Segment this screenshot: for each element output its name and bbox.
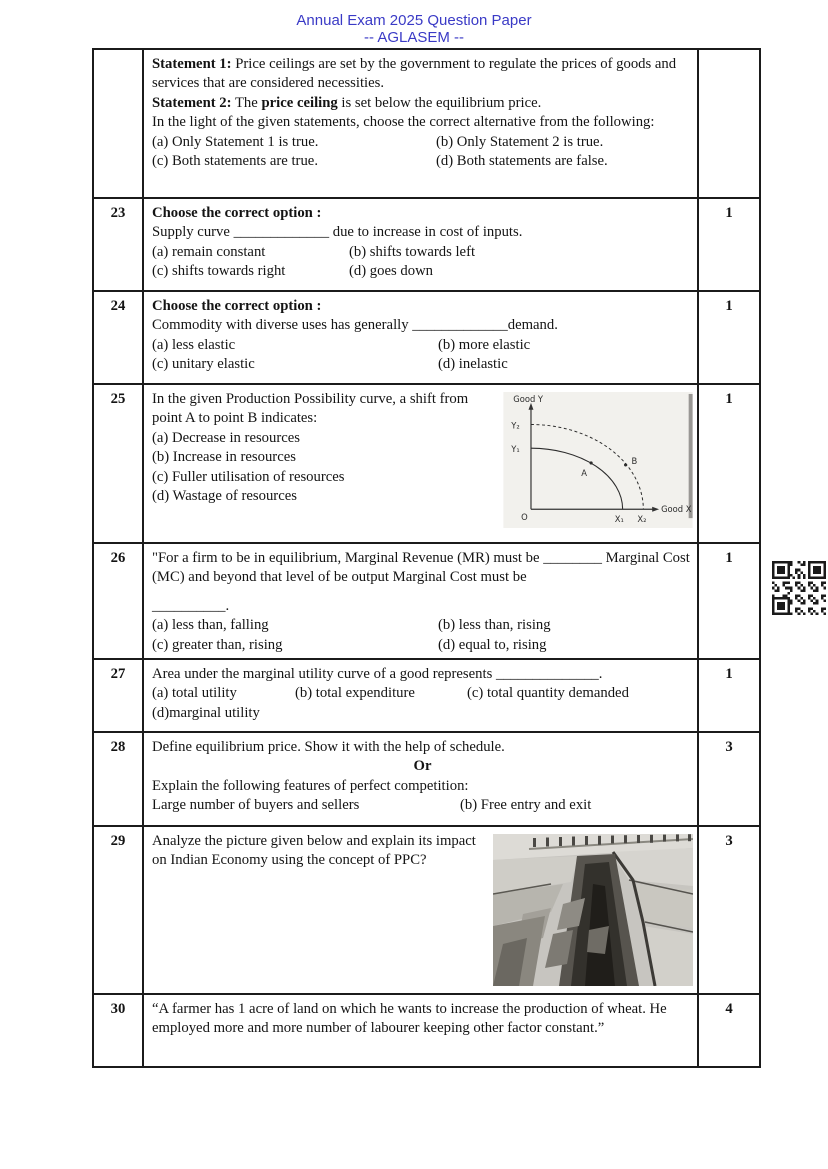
question-content xyxy=(143,543,698,659)
text-segment: Analyze the picture given below and explain its impact on Indian Economy using the concept of PPC? xyxy=(152,833,476,869)
option-item: (b) total expenditure xyxy=(295,685,415,702)
text-segment: Supply curve _____________ due to increase in cost of inputs. xyxy=(152,224,523,241)
option-item: (a) less than, falling xyxy=(152,617,269,634)
question-line xyxy=(152,757,693,776)
question-content xyxy=(143,291,698,384)
question-marks: 3 xyxy=(698,732,760,826)
text-segment: In the light of the given statements, choose the correct alternative from the following: xyxy=(152,114,655,131)
option-item: (d) inelastic xyxy=(438,356,508,373)
text-segment: price ceiling xyxy=(261,94,338,111)
question-content xyxy=(143,826,698,994)
y1-label: Y₁ xyxy=(511,444,520,455)
question-row xyxy=(93,384,760,543)
question-line xyxy=(152,316,693,335)
text-segment: Statement 1: xyxy=(152,56,232,72)
text-segment: In the given Production Possibility curve, a shift from point A to point B indicates: xyxy=(152,391,469,427)
x-axis-label: Good X xyxy=(661,504,692,515)
question-content xyxy=(143,384,698,543)
option-item: (c) shifts towards right xyxy=(152,263,286,280)
question-row xyxy=(93,198,760,291)
option-item: (a) Only Statement 1 is true. xyxy=(152,133,319,150)
question-marks: 1 xyxy=(698,659,760,732)
point-a-dot xyxy=(590,461,593,464)
question-row xyxy=(93,543,760,659)
origin-label: O xyxy=(521,512,528,523)
question-line xyxy=(152,336,693,355)
y-axis-label: Good Y xyxy=(513,393,544,404)
question-line xyxy=(152,152,693,171)
page-title: Annual Exam 2025 Question Paper xyxy=(296,12,532,29)
question-line xyxy=(152,684,693,703)
option-item: (a) remain constant xyxy=(152,243,266,260)
question-row xyxy=(93,659,760,732)
text-segment: Price ceilings are set by the government to regulate the prices of goods and services that are considered necessities. xyxy=(152,56,677,92)
question-marks: 1 xyxy=(698,543,760,659)
text-segment: Choose the correct option : xyxy=(152,298,322,314)
question-line xyxy=(152,204,693,223)
question-marks: 1 xyxy=(698,291,760,384)
question-line xyxy=(152,777,693,796)
text-segment: Define equilibrium price. Show it with the help of schedule. xyxy=(152,739,505,756)
question-line xyxy=(152,549,693,588)
text-segment: (d) Wastage of resources xyxy=(152,488,297,505)
question-marks: 4 xyxy=(698,994,760,1067)
question-line xyxy=(152,133,693,152)
question-line xyxy=(152,113,693,132)
question-line xyxy=(152,738,693,757)
option-item: (c) Both statements are true. xyxy=(152,153,318,170)
text-segment: The xyxy=(231,94,262,111)
question-line xyxy=(152,243,693,262)
question-row xyxy=(93,732,760,826)
option-item: (c) greater than, rising xyxy=(152,636,283,653)
text-segment: (b) Increase in resources xyxy=(152,449,296,466)
text-segment: is set below the equilibrium price. xyxy=(337,94,542,111)
option-item: (d) equal to, rising xyxy=(438,636,547,653)
earthquake-photo xyxy=(493,834,693,986)
option-item: (c) unitary elastic xyxy=(152,356,255,373)
option-item: (b) less than, rising xyxy=(438,617,551,634)
question-line xyxy=(152,262,693,281)
question-table xyxy=(92,48,761,1068)
y2-label: Y₂ xyxy=(511,420,520,431)
page-header xyxy=(0,12,828,46)
ppc-curve-figure xyxy=(503,392,693,528)
question-content xyxy=(143,49,698,198)
text-segment: “A farmer has 1 acre of land on which he wants to increase the production of wheat. He employed more and more number of labourer keeping other factor constant.” xyxy=(152,1001,667,1037)
text-segment: (a) Decrease in resources xyxy=(152,429,301,446)
qr-code xyxy=(772,561,826,615)
point-a-label: A xyxy=(581,467,587,478)
text-segment: (c) Fuller utilisation of resources xyxy=(152,468,345,485)
question-marks: 1 xyxy=(698,384,760,543)
option-item: (b) shifts towards left xyxy=(349,243,476,260)
text-segment: Statement 2: xyxy=(152,94,232,111)
question-number: 30 xyxy=(93,994,143,1067)
question-line xyxy=(152,636,693,655)
text-segment: Explain the following features of perfect competition: xyxy=(152,777,469,794)
x1-label: X₁ xyxy=(614,514,624,525)
question-number xyxy=(93,49,143,198)
question-number: 25 xyxy=(93,384,143,543)
question-line xyxy=(152,1000,693,1039)
option-item: (b) Free entry and exit xyxy=(460,797,592,814)
text-segment: __________. xyxy=(152,597,230,614)
option-item: (c) total quantity demanded xyxy=(467,685,629,702)
question-marks: 3 xyxy=(698,826,760,994)
question-line xyxy=(152,223,693,242)
text-segment: (d)marginal utility xyxy=(152,704,260,721)
text-segment: Choose the correct option : xyxy=(152,205,322,221)
question-line xyxy=(152,297,693,316)
question-number: 26 xyxy=(93,543,143,659)
scan-artifact xyxy=(689,394,693,518)
question-number: 28 xyxy=(93,732,143,826)
x2-label: X₂ xyxy=(637,514,647,525)
option-item: (a) less elastic xyxy=(152,336,236,353)
question-row xyxy=(93,49,760,198)
point-b-label: B xyxy=(631,455,638,466)
question-number: 23 xyxy=(93,198,143,291)
page-subtitle: -- AGLASEM -- xyxy=(363,29,464,46)
question-line xyxy=(152,665,693,684)
text-segment: Or xyxy=(413,758,432,775)
question-number: 24 xyxy=(93,291,143,384)
option-item: (d) goes down xyxy=(349,263,434,280)
question-content xyxy=(143,198,698,291)
question-line xyxy=(152,597,693,616)
question-marks xyxy=(698,49,760,198)
text-segment: Area under the marginal utility curve of a good represents ______________. xyxy=(152,666,603,683)
question-number: 27 xyxy=(93,659,143,732)
option-item: Large number of buyers and sellers xyxy=(152,797,360,814)
option-item: (b) Only Statement 2 is true. xyxy=(436,133,604,150)
question-line xyxy=(152,796,693,815)
question-line xyxy=(152,94,693,113)
question-content xyxy=(143,732,698,826)
question-row xyxy=(93,826,760,994)
question-line xyxy=(152,704,693,723)
option-item: (a) total utility xyxy=(152,685,237,702)
question-number: 29 xyxy=(93,826,143,994)
option-item: (d) Both statements are false. xyxy=(436,153,608,170)
point-b-dot xyxy=(624,463,627,466)
question-line xyxy=(152,616,693,635)
text-segment: "For a firm to be in equilibrium, Marginal Revenue (MR) must be ________ Marginal Cost (MC) and beyond that level of be output Marginal Cost must be xyxy=(152,550,690,586)
question-line xyxy=(152,55,693,94)
option-item: (b) more elastic xyxy=(438,336,531,353)
question-content xyxy=(143,659,698,732)
text-segment: Commodity with diverse uses has generally _____________demand. xyxy=(152,317,558,334)
question-row xyxy=(93,994,760,1067)
question-marks: 1 xyxy=(698,198,760,291)
question-content xyxy=(143,994,698,1067)
question-row xyxy=(93,291,760,384)
question-line xyxy=(152,355,693,374)
